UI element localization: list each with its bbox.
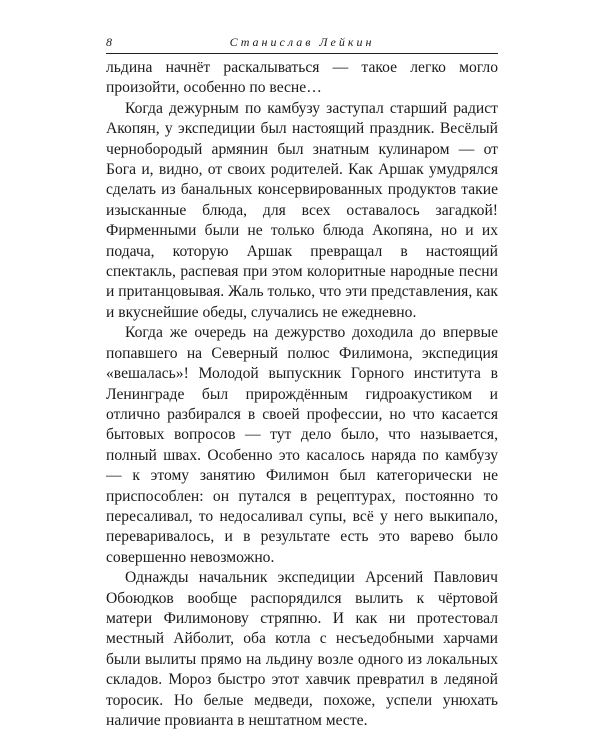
running-head: [106, 34, 498, 52]
header-rule: [106, 53, 498, 54]
running-head-author: Станислав Лейкин: [229, 35, 375, 49]
paragraph: Когда же очередь на дежурство доходила до впервые попавшего на Северный полюс Филимона, экспедиция «вешалась»! Молодой выпускник Горного института в Ленинграде был прирождённым гидроакустиком и отлично разбирался в своей профессии, но что касается бытовых вопросов — тут дело было, что называется, полный швах. Особенно это касалось наряда по камбузу — к этому занятию Филимон был категорически не приспособлен: он путался в рецептурах, постоянно то пересаливал, то недосаливал супы, всё у него выкипало, переваривалось, и в результате есть это варево было совершенно невозможно.: [106, 324, 498, 566]
page-number: 8: [106, 35, 112, 49]
body-text: [106, 58, 498, 731]
paragraph: Когда дежурным по камбузу заступал старший радист Акопян, у экспедиции был настоящий праздник. Весёлый чернобородый армянин был знатным кулинаром — от Бога и, видно, от своих родителей. Как Аршак умудрялся сделать из банальных консервированных продуктов такие изысканные блюда, для всех оставалось загадкой! Фирменными были не только блюда Акопяна, но и их подача, которую Аршак превращал в настоящий спектакль, распевая при этом колоритные народные песни и пританцовывая. Жаль только, что эти представления, как и вкуснейшие обеды, случались не ежедневно.: [106, 99, 498, 321]
paragraph-continuation: льдина начнёт раскалываться — такое легко могло произойти, особенно по весне…: [106, 59, 498, 97]
paragraph: Однажды начальник экспедиции Арсений Павлович Обоюдков вообще распорядился вылить к чёртовой матери Филимонову стряпню. И как ни протестовал местный Айболит, оба котла с несъедобными харчами были вылиты прямо на льдину возле одного из локальных складов. Мороз быстро этот хавчик превратил в ледяной торосик. Но белые медведи, похоже, успели унюхать наличие провианта в нештатном месте.: [106, 569, 498, 729]
